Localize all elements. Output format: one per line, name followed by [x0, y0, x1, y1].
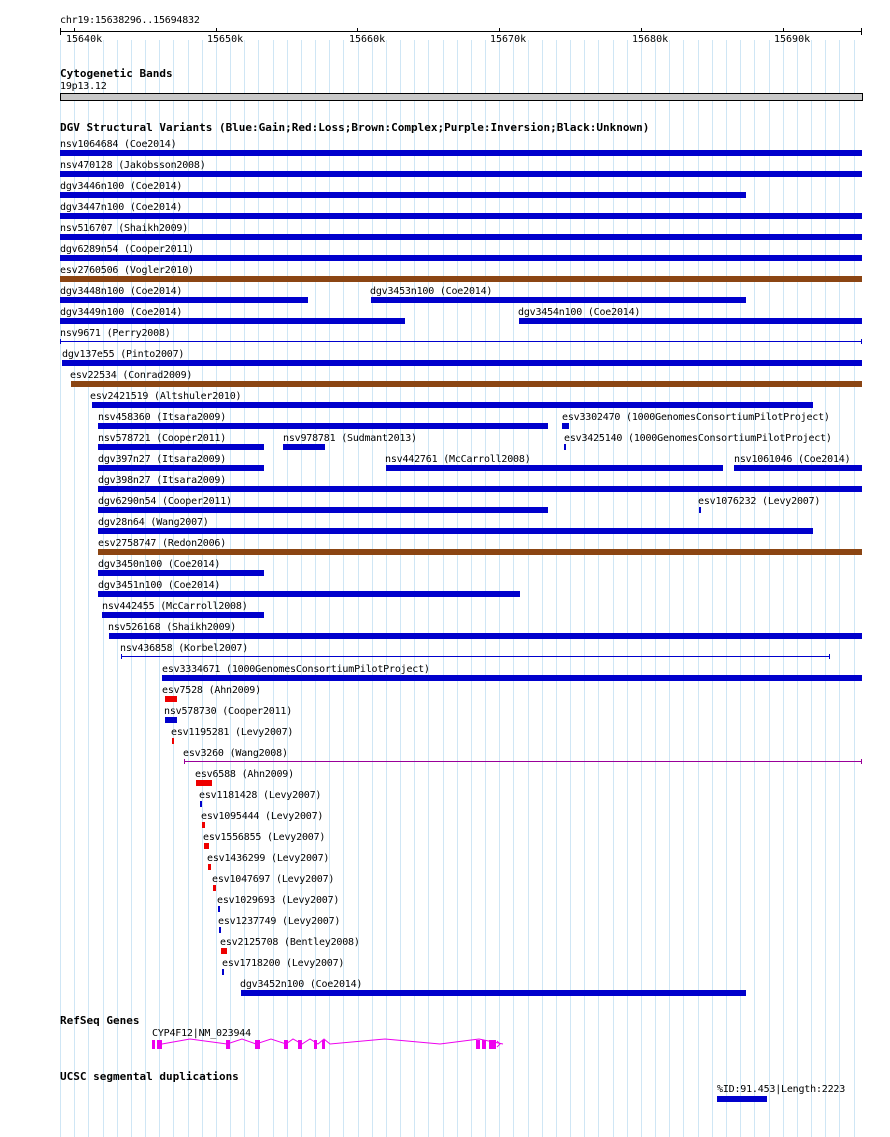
variant-label[interactable]: nsv458360 (Itsara2009) [98, 412, 227, 423]
variant-bar[interactable] [98, 423, 548, 429]
cytoband-bar[interactable] [60, 93, 863, 101]
variant-line[interactable] [121, 656, 830, 657]
variant-line[interactable] [184, 761, 862, 762]
variant-bar[interactable] [102, 612, 264, 618]
variant-bar[interactable] [200, 801, 202, 807]
variant-bar[interactable] [699, 507, 701, 513]
variant-label[interactable]: dgv28n64 (Wang2007) [98, 517, 209, 528]
variant-bar[interactable] [60, 213, 862, 219]
variant-label[interactable]: nsv1064684 (Coe2014) [60, 139, 177, 150]
variant-bar[interactable] [165, 717, 177, 723]
variant-label[interactable]: esv7528 (Ahn2009) [162, 685, 261, 696]
variant-label[interactable]: dgv6290n54 (Cooper2011) [98, 496, 232, 507]
variant-label[interactable]: esv1718200 (Levy2007) [222, 958, 345, 969]
variant-bar[interactable] [60, 234, 862, 240]
variant-bar[interactable] [222, 969, 224, 975]
variant-bar[interactable] [162, 675, 862, 681]
variant-end-cap [60, 339, 61, 344]
ruler-tick-label: 15690k [774, 34, 811, 45]
variant-label[interactable]: nsv436858 (Korbel2007) [120, 643, 249, 654]
variant-label[interactable]: dgv6289n54 (Cooper2011) [60, 244, 194, 255]
segdup-label[interactable]: %ID:91.453|Length:2223 [717, 1084, 846, 1095]
variant-bar[interactable] [172, 738, 174, 744]
variant-bar[interactable] [519, 318, 862, 324]
variant-bar[interactable] [60, 192, 746, 198]
variant-label[interactable]: esv1556855 (Levy2007) [203, 832, 326, 843]
variant-label[interactable]: dgv3452n100 (Coe2014) [240, 979, 363, 990]
variant-label[interactable]: nsv470128 (Jakobsson2008) [60, 160, 206, 171]
variant-label[interactable]: esv1237749 (Levy2007) [218, 916, 341, 927]
variant-label[interactable]: esv2760506 (Vogler2010) [60, 265, 194, 276]
variant-label[interactable]: esv1095444 (Levy2007) [201, 811, 324, 822]
variant-label[interactable]: esv6588 (Ahn2009) [195, 769, 294, 780]
variant-bar[interactable] [92, 402, 813, 408]
ruler-tick [216, 28, 217, 32]
cytoband-label: 19p13.12 [60, 81, 107, 92]
variant-bar[interactable] [283, 444, 325, 450]
variant-label[interactable]: nsv442455 (McCarroll2008) [102, 601, 248, 612]
variant-label[interactable]: dgv397n27 (Itsara2009) [98, 454, 227, 465]
variant-end-cap [861, 339, 862, 344]
variant-label[interactable]: esv1029693 (Levy2007) [217, 895, 340, 906]
variant-bar[interactable] [98, 528, 813, 534]
variant-bar[interactable] [109, 633, 862, 639]
variant-label[interactable]: dgv3453n100 (Coe2014) [370, 286, 493, 297]
variant-label[interactable]: esv2125708 (Bentley2008) [220, 937, 360, 948]
variant-bar[interactable] [60, 297, 308, 303]
variant-label[interactable]: esv1181428 (Levy2007) [199, 790, 322, 801]
variant-label[interactable]: dgv3454n100 (Coe2014) [518, 307, 641, 318]
variant-label[interactable]: nsv578721 (Cooper2011) [98, 433, 227, 444]
variant-end-cap [184, 759, 185, 764]
variant-label[interactable]: nsv1061046 (Coe2014) [734, 454, 851, 465]
variant-label[interactable]: nsv578730 (Cooper2011) [164, 706, 293, 717]
ruler-line [60, 31, 862, 32]
variant-bar[interactable] [60, 171, 862, 177]
variant-bar[interactable] [98, 507, 548, 513]
cytoband-track-title[interactable]: Cytogenetic Bands [60, 67, 173, 80]
ruler-tick-label: 15640k [66, 34, 103, 45]
variant-label[interactable]: esv3425140 (1000GenomesConsortiumPilotProject) [564, 433, 832, 444]
variant-bar[interactable] [98, 570, 264, 576]
variant-label[interactable]: esv1047697 (Levy2007) [212, 874, 335, 885]
variant-bar[interactable] [219, 927, 221, 933]
variant-bar[interactable] [241, 990, 746, 996]
variant-label[interactable]: esv3260 (Wang2008) [183, 748, 288, 759]
variant-label[interactable]: dgv3447n100 (Coe2014) [60, 202, 183, 213]
ruler-left-cap [60, 28, 61, 35]
variant-bar[interactable] [60, 255, 862, 261]
variant-bar[interactable] [734, 465, 862, 471]
ruler-tick [783, 28, 784, 32]
variant-bar[interactable] [98, 549, 862, 555]
variant-bar[interactable] [98, 444, 264, 450]
variant-label[interactable]: nsv442761 (McCarroll2008) [385, 454, 531, 465]
variant-bar[interactable] [98, 465, 264, 471]
variant-label[interactable]: nsv978781 (Sudmant2013) [283, 433, 417, 444]
variant-bar[interactable] [71, 381, 862, 387]
variant-bar[interactable] [60, 318, 405, 324]
dgv-track-title[interactable]: DGV Structural Variants (Blue:Gain;Red:Loss;Brown:Complex;Purple:Inversion;Black:Unknown) [60, 121, 650, 134]
variant-label[interactable]: dgv3450n100 (Coe2014) [98, 559, 221, 570]
variant-bar[interactable] [204, 843, 209, 849]
variant-bar[interactable] [221, 948, 227, 954]
ruler-tick-label: 15650k [207, 34, 244, 45]
variant-bar[interactable] [564, 444, 566, 450]
variant-label[interactable]: esv1195281 (Levy2007) [171, 727, 294, 738]
segdup-bar[interactable] [717, 1096, 767, 1102]
variant-end-cap [121, 654, 122, 659]
variant-end-cap [829, 654, 830, 659]
variant-label[interactable]: dgv137e55 (Pinto2007) [62, 349, 185, 360]
variant-label[interactable]: nsv516707 (Shaikh2009) [60, 223, 189, 234]
ruler-tick-label: 15680k [632, 34, 669, 45]
variant-bar[interactable] [60, 276, 862, 282]
variant-bar[interactable] [60, 150, 862, 156]
refseq-track-title[interactable]: RefSeq Genes [60, 1014, 140, 1027]
ruler-tick [357, 28, 358, 32]
coordinate-label: chr19:15638296..15694832 [60, 15, 200, 26]
segdup-track-title[interactable]: UCSC segmental duplications [60, 1070, 239, 1083]
variant-label[interactable]: dgv3449n100 (Coe2014) [60, 307, 183, 318]
variant-bar[interactable] [562, 423, 569, 429]
variant-label[interactable]: nsv526168 (Shaikh2009) [108, 622, 237, 633]
variant-bar[interactable] [208, 864, 211, 870]
ruler-tick [641, 28, 642, 32]
variant-bar[interactable] [165, 696, 177, 702]
variant-label[interactable]: dgv3451n100 (Coe2014) [98, 580, 221, 591]
variant-bar[interactable] [98, 591, 520, 597]
variant-label[interactable]: esv22534 (Conrad2009) [70, 370, 193, 381]
variant-label[interactable]: dgv398n27 (Itsara2009) [98, 475, 227, 486]
ruler-tick [499, 28, 500, 32]
variant-bar[interactable] [213, 885, 216, 891]
ruler-right-cap [861, 28, 862, 35]
variant-bar[interactable] [386, 465, 723, 471]
ruler-tick [74, 28, 75, 32]
variant-label[interactable]: dgv3446n100 (Coe2014) [60, 181, 183, 192]
variant-bar[interactable] [196, 780, 212, 786]
variant-label[interactable]: esv3334671 (1000GenomesConsortiumPilotProject) [162, 664, 430, 675]
variant-line[interactable] [60, 341, 862, 342]
variant-label[interactable]: nsv9671 (Perry2008) [60, 328, 171, 339]
variant-end-cap [861, 759, 862, 764]
variant-label[interactable]: esv1436299 (Levy2007) [207, 853, 330, 864]
variant-bar[interactable] [98, 486, 862, 492]
variant-label[interactable]: esv2758747 (Redon2006) [98, 538, 227, 549]
variant-bar[interactable] [62, 360, 862, 366]
ruler-tick-label: 15670k [490, 34, 527, 45]
variant-bar[interactable] [371, 297, 746, 303]
gene-label[interactable]: CYP4F12|NM_023944 [152, 1028, 251, 1039]
ruler-tick-label: 15660k [349, 34, 386, 45]
variant-label[interactable]: esv3302470 (1000GenomesConsortiumPilotProject) [562, 412, 830, 423]
gene-model[interactable] [0, 1036, 890, 1052]
variant-bar[interactable] [218, 906, 220, 912]
variant-label[interactable]: dgv3448n100 (Coe2014) [60, 286, 183, 297]
variant-bar[interactable] [202, 822, 205, 828]
variant-label[interactable]: esv2421519 (Altshuler2010) [90, 391, 242, 402]
variant-label[interactable]: esv1076232 (Levy2007) [698, 496, 821, 507]
